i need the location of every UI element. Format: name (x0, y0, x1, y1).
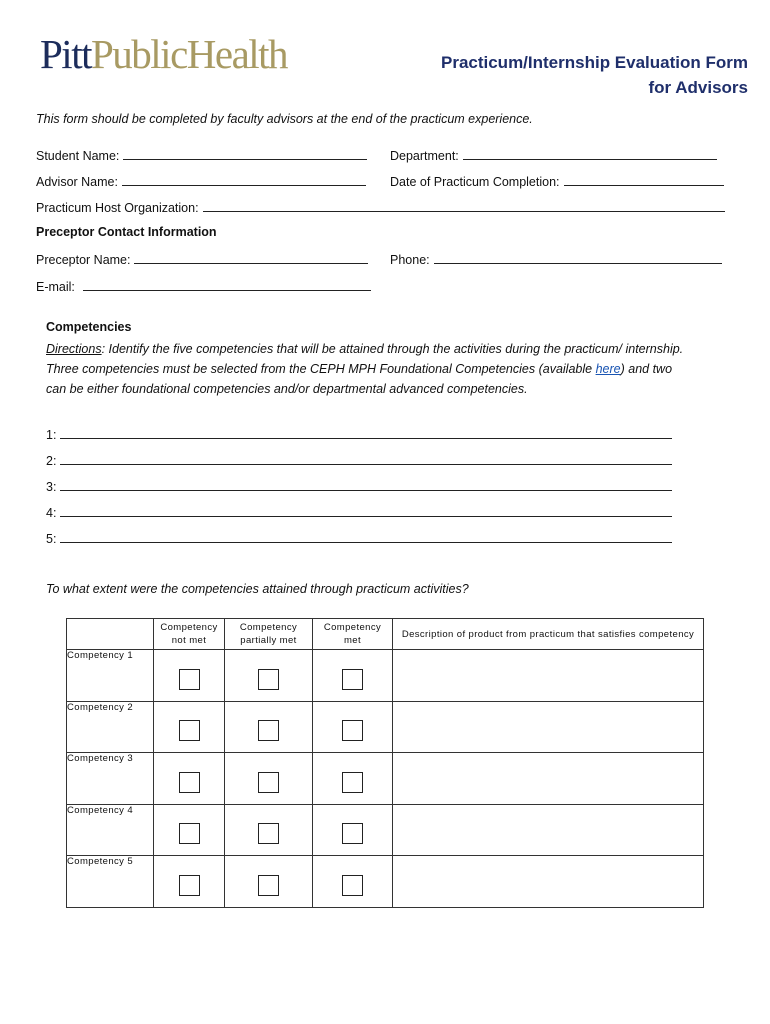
met-cell (313, 702, 393, 753)
not-met-cell (154, 856, 225, 908)
partially-met-checkbox[interactable] (258, 720, 279, 741)
header-not-met-line2: not met (171, 635, 207, 646)
advisor-name-field[interactable] (36, 173, 366, 189)
competency-number: 4: (46, 506, 57, 520)
header-partially-met-line1: Competency (239, 622, 298, 633)
completion-date-label: Date of Practicum Completion: (390, 175, 560, 189)
met-checkbox[interactable] (342, 669, 363, 690)
header-description: Description of product from practicum that satisfies competency (393, 619, 704, 650)
competency-row-label: Competency 4 (67, 805, 154, 856)
logo-public-health: PublicHealth (90, 31, 288, 77)
competency-number: 3: (46, 480, 57, 494)
header-not-met-line1: Competency (160, 622, 218, 633)
directions-text-2: ) and two can be either foundational competencies and/or departmental advanced competencies. (46, 362, 673, 396)
partially-met-cell (225, 856, 313, 908)
directions-label: Directions (46, 342, 102, 356)
met-cell (313, 805, 393, 856)
partially-met-cell (225, 753, 313, 805)
advisor-name-blank[interactable] (122, 173, 366, 186)
partially-met-checkbox[interactable] (258, 772, 279, 793)
completion-date-blank[interactable] (564, 173, 724, 186)
header-partially-met-line2: partially met (240, 635, 297, 646)
competency-number: 2: (46, 454, 57, 468)
partially-met-cell (225, 702, 313, 753)
table-row (67, 856, 704, 908)
directions-text-1: : Identify the five competencies that will be attained through the activities during the practicum/ internship. Three competencies must be selected from the CEPH MPH Foundational Competencies (available (46, 342, 684, 376)
header-blank-cell (67, 619, 154, 650)
phone-field[interactable] (390, 251, 722, 267)
email-field[interactable] (36, 278, 371, 294)
not-met-cell (154, 805, 225, 856)
table-header-row (67, 619, 704, 650)
header-met (313, 619, 393, 650)
header-met-line1: Competency (323, 622, 382, 633)
not-met-cell (154, 753, 225, 805)
intro-text: This form should be completed by faculty advisors at the end of the practicum experience. (36, 112, 533, 126)
competency-row-label: Competency 2 (67, 702, 154, 753)
description-cell[interactable] (393, 702, 704, 753)
student-name-field[interactable] (36, 147, 367, 163)
met-cell (313, 650, 393, 702)
competency-line-1[interactable] (46, 426, 672, 442)
competency-blank[interactable] (60, 426, 672, 439)
description-cell[interactable] (393, 805, 704, 856)
met-checkbox[interactable] (342, 772, 363, 793)
description-cell[interactable] (393, 856, 704, 908)
host-organization-blank[interactable] (203, 199, 725, 212)
competency-number: 5: (46, 532, 57, 546)
phone-label: Phone: (390, 253, 430, 267)
department-field[interactable] (390, 147, 717, 163)
preceptor-name-label: Preceptor Name: (36, 253, 131, 267)
table-row (67, 650, 704, 702)
department-blank[interactable] (463, 147, 717, 160)
not-met-cell (154, 650, 225, 702)
logo-pitt: Pitt (40, 31, 91, 77)
competency-evaluation-table (66, 618, 704, 908)
pitt-public-health-logo (40, 32, 287, 76)
competencies-directions (46, 339, 686, 399)
preceptor-heading: Preceptor Contact Information (36, 225, 217, 239)
partially-met-checkbox[interactable] (258, 669, 279, 690)
preceptor-name-blank[interactable] (134, 251, 368, 264)
header-not-met (154, 619, 225, 650)
competency-row-label: Competency 3 (67, 753, 154, 805)
form-title-line2: for Advisors (648, 78, 748, 97)
table-row (67, 753, 704, 805)
form-title-line1: Practicum/Internship Evaluation Form (440, 53, 748, 72)
completion-date-field[interactable] (390, 173, 724, 189)
ceph-competencies-link[interactable]: here (595, 362, 621, 376)
competency-blank[interactable] (60, 530, 672, 543)
phone-blank[interactable] (434, 251, 722, 264)
description-cell[interactable] (393, 650, 704, 702)
email-blank[interactable] (83, 278, 371, 291)
competency-row-label: Competency 1 (67, 650, 154, 702)
header-partially-met (225, 619, 313, 650)
not-met-cell (154, 702, 225, 753)
email-label: E-mail: (36, 280, 75, 294)
partially-met-cell (225, 805, 313, 856)
not-met-checkbox[interactable] (179, 669, 200, 690)
competency-blank[interactable] (60, 478, 672, 491)
host-organization-field[interactable] (36, 199, 725, 215)
competency-line-4[interactable] (46, 504, 672, 520)
met-checkbox[interactable] (342, 720, 363, 741)
attainment-question: To what extent were the competencies attained through practicum activities? (46, 582, 469, 596)
competencies-heading: Competencies (46, 320, 132, 334)
met-cell (313, 753, 393, 805)
met-cell (313, 856, 393, 908)
not-met-checkbox[interactable] (179, 875, 200, 896)
preceptor-name-field[interactable] (36, 251, 368, 267)
competency-row-label: Competency 5 (67, 856, 154, 908)
department-label: Department: (390, 149, 459, 163)
table-row (67, 702, 704, 753)
partially-met-checkbox[interactable] (258, 875, 279, 896)
not-met-checkbox[interactable] (179, 720, 200, 741)
description-cell[interactable] (393, 753, 704, 805)
table-row (67, 805, 704, 856)
competency-number: 1: (46, 428, 57, 442)
met-checkbox[interactable] (342, 875, 363, 896)
advisor-name-label: Advisor Name: (36, 175, 118, 189)
student-name-label: Student Name: (36, 149, 120, 163)
competency-blank[interactable] (60, 452, 672, 465)
met-checkbox[interactable] (342, 823, 363, 844)
host-organization-label: Practicum Host Organization: (36, 201, 199, 215)
competency-blank[interactable] (60, 504, 672, 517)
partially-met-checkbox[interactable] (258, 823, 279, 844)
not-met-checkbox[interactable] (179, 823, 200, 844)
partially-met-cell (225, 650, 313, 702)
competency-line-3[interactable] (46, 478, 672, 494)
competency-line-2[interactable] (46, 452, 672, 468)
competency-line-5[interactable] (46, 530, 672, 546)
not-met-checkbox[interactable] (179, 772, 200, 793)
header-met-line2: met (343, 635, 362, 646)
form-title (441, 50, 748, 100)
student-name-blank[interactable] (123, 147, 367, 160)
